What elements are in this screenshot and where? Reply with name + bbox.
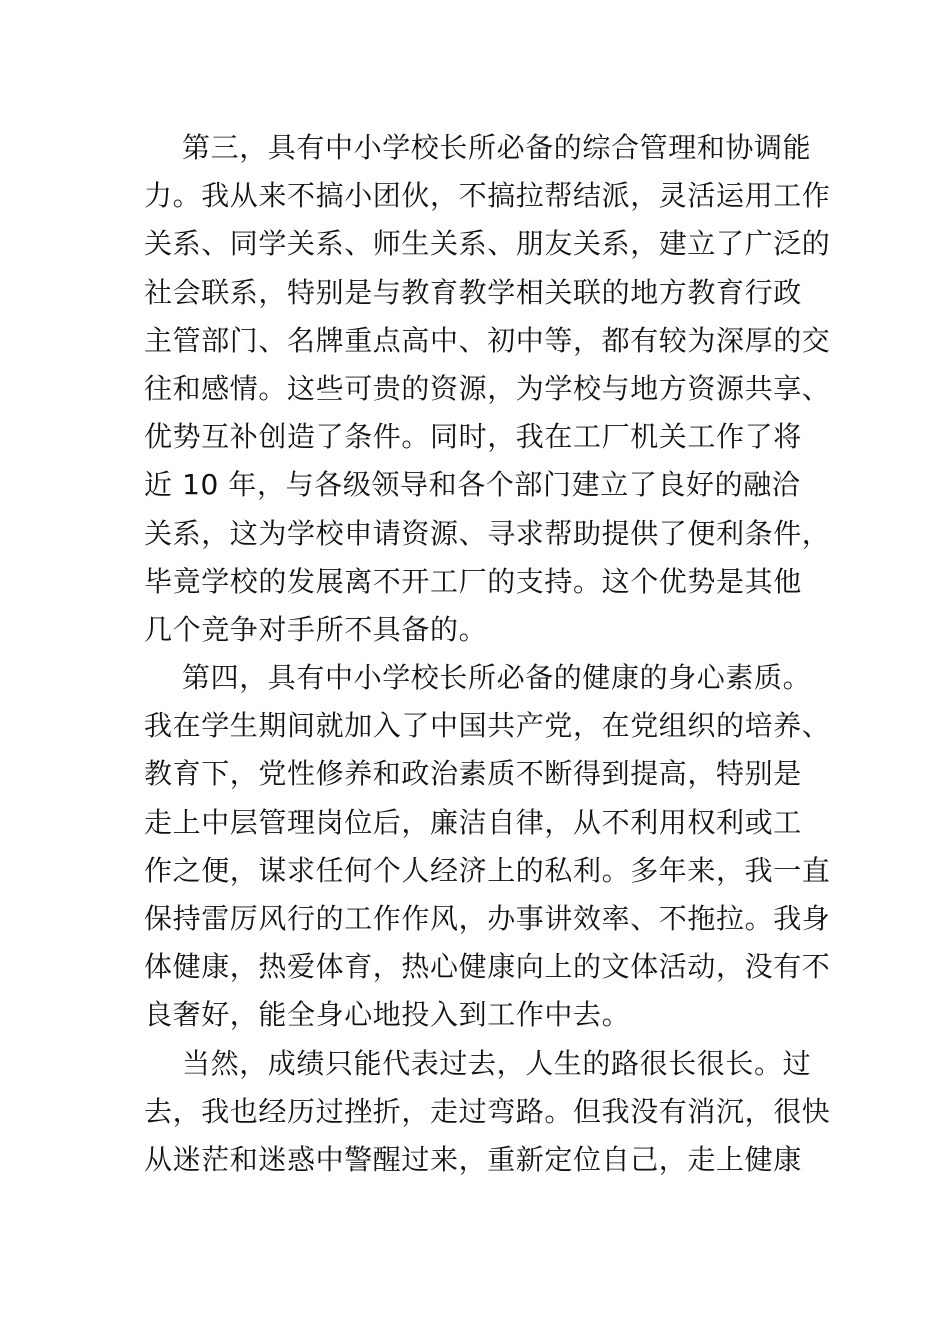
paragraph-3-line: 毕竟学校的发展离不开工厂的支持。这个优势是其他 bbox=[144, 564, 802, 598]
paragraph-3-line: 关系，这为学校申请资源、寻求帮助提供了便利条件， bbox=[144, 516, 831, 550]
paragraph-3-line: 关系、同学关系、师生关系、朋友关系，建立了广泛的 bbox=[144, 227, 831, 261]
paragraph-3-line: 几个竞争对手所不具备的。 bbox=[144, 612, 488, 646]
paragraph-4-line: 第四，具有中小学校长所必备的健康的身心素质。 bbox=[182, 661, 812, 695]
paragraph-3-line: 社会联系，特别是与教育教学相关联的地方教育行政 bbox=[144, 275, 802, 309]
paragraph-5-line: 从迷茫和迷惑中警醒过来，重新定位自己，走上健康 bbox=[144, 1142, 802, 1176]
paragraph-3-line: 力。我从来不搞小团伙，不搞拉帮结派，灵活运用工作 bbox=[144, 179, 831, 213]
paragraph-4-line: 保持雷厉风行的工作作风，办事讲效率、不拖拉。我身 bbox=[144, 902, 831, 935]
paragraph-4-line: 体健康，热爱体育，热心健康向上的文体活动，没有不 bbox=[144, 950, 831, 984]
paragraph-4-line: 教育下，党性修养和政治素质不断得到提高，特别是 bbox=[144, 757, 802, 791]
paragraph-3-line: 主管部门、名牌重点高中、初中等，都有较为深厚的交 bbox=[144, 323, 831, 357]
paragraph-4-line: 良奢好，能全身心地投入到工作中去。 bbox=[144, 998, 631, 1032]
paragraph-5-line: 当然，成绩只能代表过去，人生的路很长很长。过 bbox=[182, 1046, 812, 1080]
paragraph-4-line: 我在学生期间就加入了中国共产党，在党组织的培养、 bbox=[144, 709, 831, 743]
paragraph-4-line: 作之便，谋求任何个人经济上的私利。多年来，我一直 bbox=[144, 853, 831, 887]
paragraph-3-line: 优势互补创造了条件。同时，我在工厂机关工作了将 bbox=[144, 420, 802, 454]
paragraph-3-line: 第三，具有中小学校长所必备的综合管理和协调能 bbox=[182, 131, 812, 164]
paragraph-4-line: 走上中层管理岗位后，廉洁自律，从不利用权利或工 bbox=[144, 805, 802, 839]
body-text bbox=[144, 124, 831, 1184]
paragraph-3-line: 近 10 年，与各级领导和各个部门建立了良好的融洽 bbox=[144, 468, 801, 502]
paragraph-5-line: 去，我也经历过挫折，走过弯路。但我没有消沉，很快 bbox=[144, 1094, 831, 1128]
paragraph-3-line: 往和感情。这些可贵的资源，为学校与地方资源共享、 bbox=[144, 371, 831, 405]
